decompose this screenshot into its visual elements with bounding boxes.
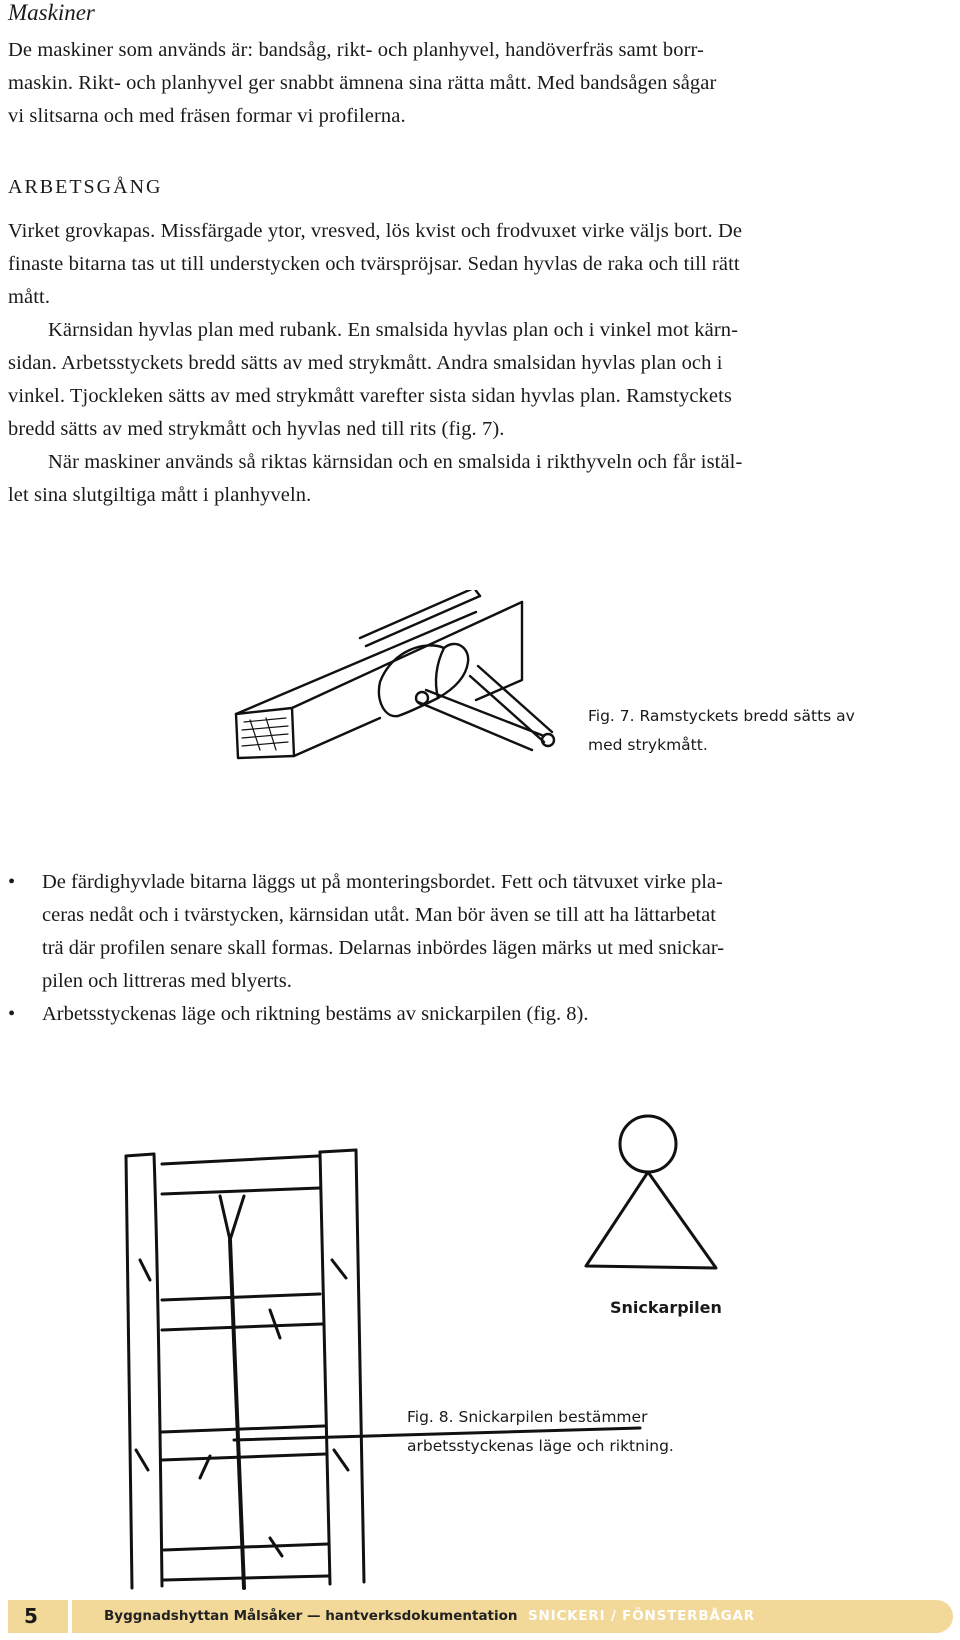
work-paragraph-3: [8, 446, 953, 512]
figure-8-illustration: [120, 1110, 720, 1600]
figure-8-caption: [407, 1403, 674, 1461]
footer-section: SNICKERI / FÖNSTERBÅGAR: [528, 1608, 755, 1624]
caption-line: arbetsstyckenas läge och riktning.: [407, 1437, 674, 1455]
figure-7-illustration: [230, 590, 590, 800]
text-line: pilen och littreras med blyerts.: [42, 970, 292, 992]
heading-maskiner: Maskiner: [8, 0, 95, 25]
page-footer: [8, 1600, 953, 1633]
text-line: bredd sätts av med strykmått och hyvlas ned till rits (fig. 7).: [8, 418, 505, 440]
text-line: vinkel. Tjockleken sätts av med strykmått varefter sista sidan hyvlas plan. Ramstyckets: [8, 385, 732, 407]
figure-8-label: Snickarpilen: [610, 1298, 722, 1317]
text-line: Virket grovkapas. Missfärgade ytor, vresved, lös kvist och frodvuxet virke väljs bort. De: [8, 220, 743, 242]
text-line: mått.: [8, 286, 51, 308]
section-title: ARBETSGÅNG: [8, 176, 163, 198]
figure-7-caption: [588, 702, 855, 760]
text-line: maskin. Rikt- och planhyvel ger snabbt ämnena sina rätta mått. Med bandsågen sågar: [8, 72, 717, 94]
text-line: let sina slutgiltiga mått i planhyveln.: [8, 484, 312, 506]
page-number: 5: [8, 1600, 68, 1633]
text-line: De färdighyvlade bitarna läggs ut på monteringsbordet. Fett och tätvuxet virke pla-: [42, 871, 723, 893]
intro-paragraph: [8, 34, 953, 133]
text-line: vi slitsarna och med fräsen formar vi profilerna.: [8, 105, 406, 127]
caption-line: med strykmått.: [588, 736, 708, 754]
bullet-marker: •: [8, 1003, 16, 1025]
caption-line: Fig. 8. Snickarpilen bestämmer: [407, 1408, 648, 1426]
text-line: Arbetsstyckenas läge och riktning bestäms av snickarpilen (fig. 8).: [42, 1003, 589, 1025]
text-line: finaste bitarna tas ut till understycken och tvärspröjsar. Sedan hyvlas de raka och till rätt: [8, 253, 740, 275]
text-line: När maskiner används så riktas kärnsidan och en smalsida i rikthyveln och får istäl-: [48, 451, 743, 473]
text-line: ceras nedåt och i tvärstycken, kärnsidan utåt. Man bör även se till att ha lättarbetat: [42, 904, 716, 926]
text-line: De maskiner som används är: bandsåg, rikt- och planhyvel, handöverfräs samt borr-: [8, 39, 704, 61]
work-paragraph-2: [8, 314, 953, 446]
bullet-list: [8, 866, 953, 1031]
text-line: sidan. Arbetsstyckets bredd sätts av med strykmått. Andra smalsidan hyvlas plan och i: [8, 352, 723, 374]
text-line: trä där profilen senare skall formas. Delarnas inbördes lägen märks ut med snickar-: [42, 937, 725, 959]
work-paragraph-1: [8, 215, 953, 314]
text-line: Kärnsidan hyvlas plan med rubank. En smalsida hyvlas plan och i vinkel mot kärn-: [48, 319, 739, 341]
list-item: [8, 998, 953, 1031]
footer-publication: Byggnadshyttan Målsåker — hantverksdokumentation: [104, 1608, 518, 1624]
caption-line: Fig. 7. Ramstyckets bredd sätts av: [588, 707, 855, 725]
list-item: [8, 866, 953, 998]
bullet-marker: •: [8, 871, 16, 893]
